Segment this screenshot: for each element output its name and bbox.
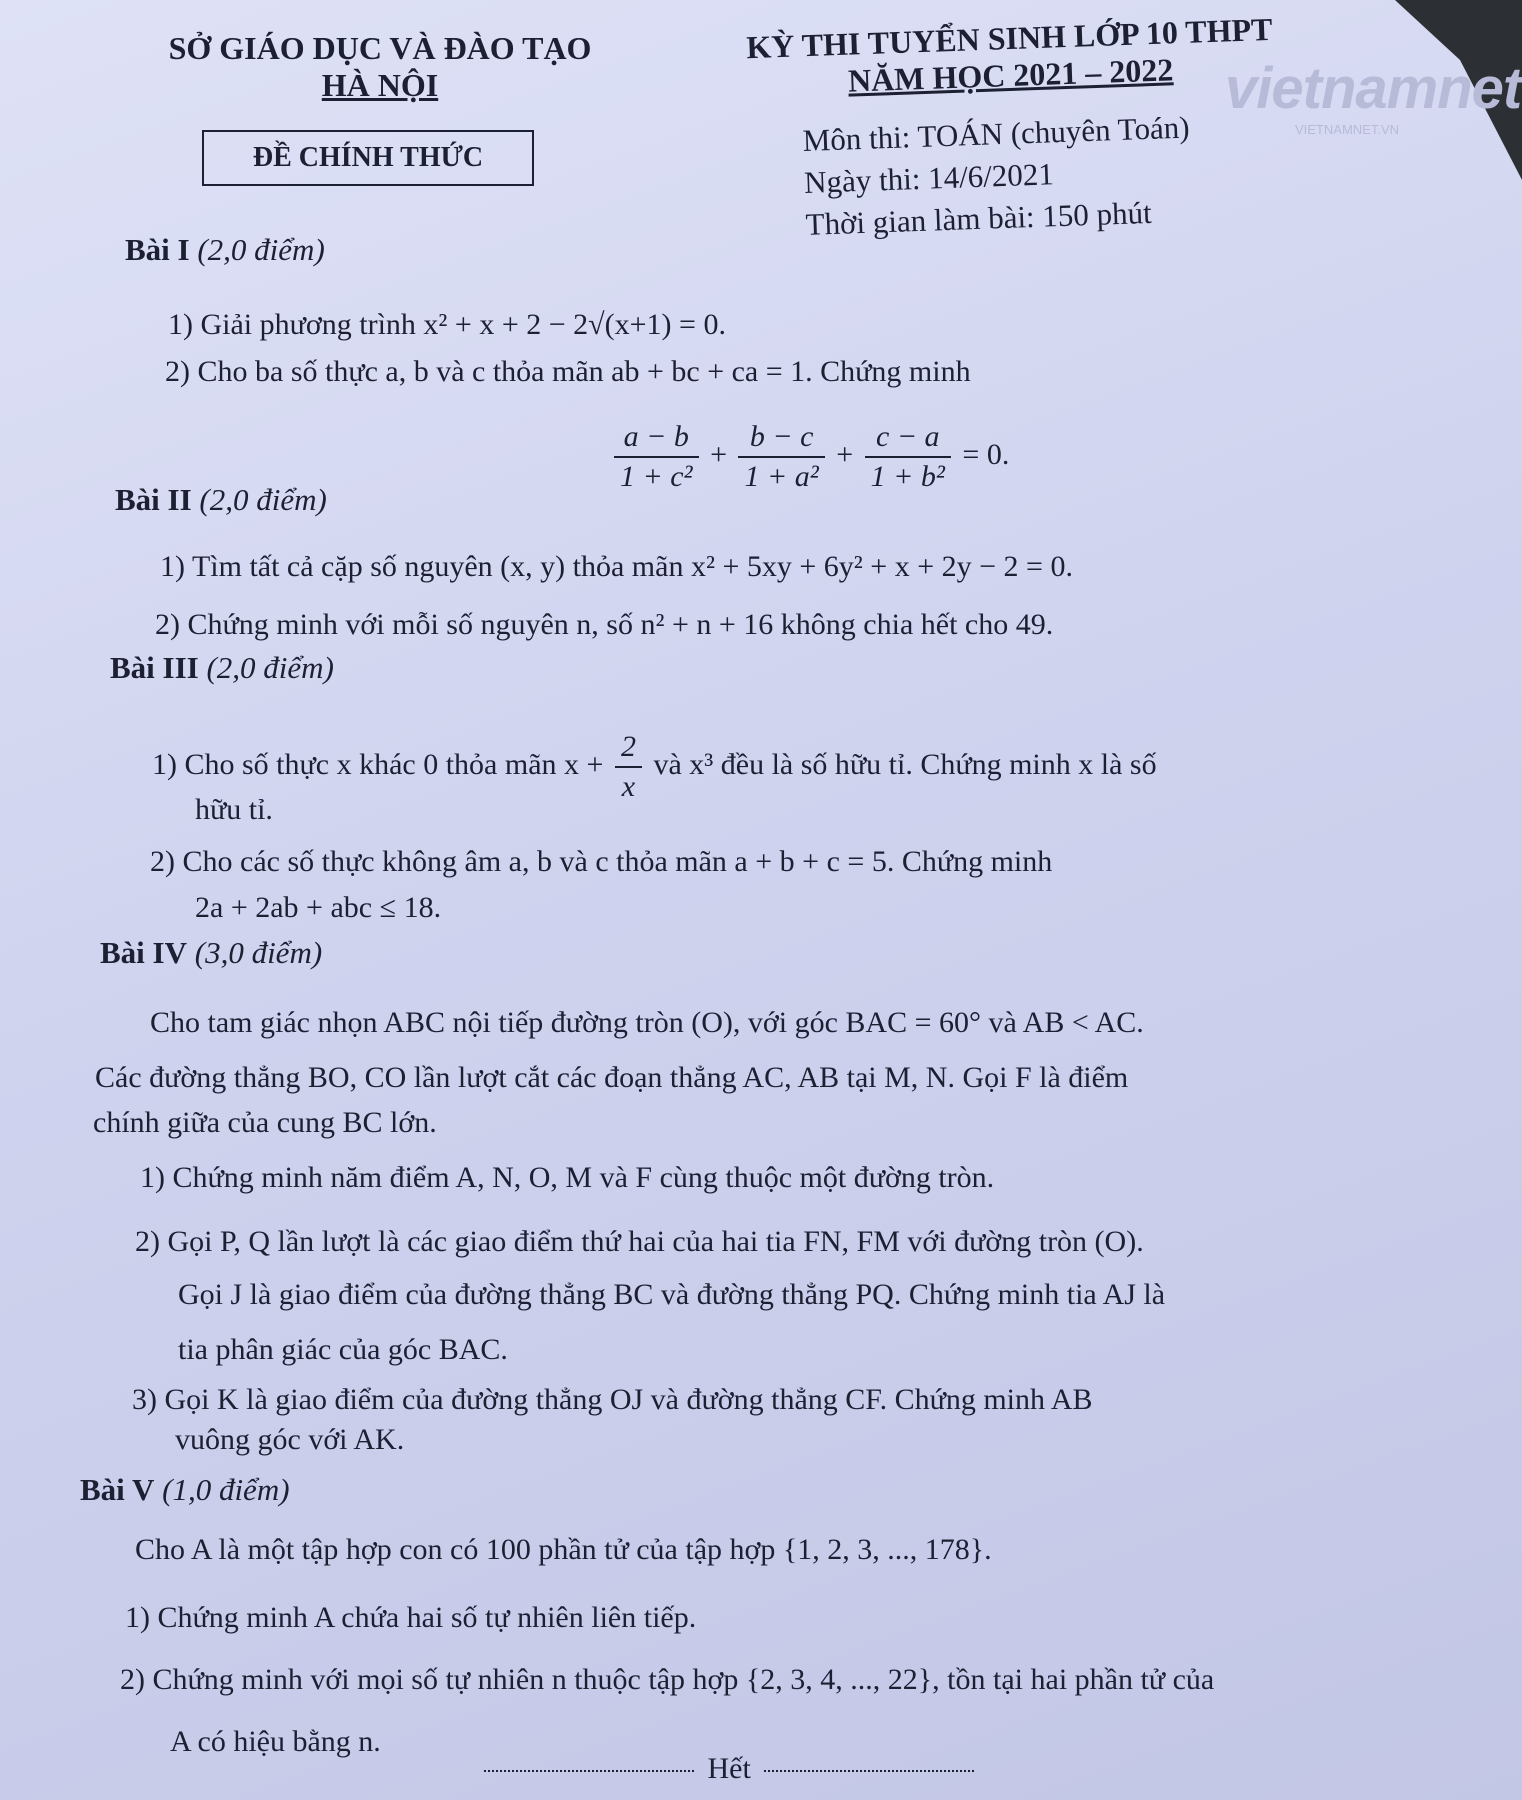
header-left bbox=[160, 30, 600, 104]
bai5-points: (1,0 điểm) bbox=[162, 1472, 290, 1507]
bai3-q1-b: và x³ đều là số hữu tỉ. Chứng minh x là số bbox=[653, 747, 1157, 781]
fraction-2-den: 1 + a² bbox=[744, 460, 819, 493]
bai1-q2: 2) Cho ba số thực a, b và c thỏa mãn ab + bc + ca = 1. Chứng minh bbox=[165, 355, 971, 388]
bai3-title: Bài III bbox=[110, 650, 199, 685]
bai1-points: (2,0 điểm) bbox=[197, 232, 325, 267]
dept-line2: HÀ NỘI bbox=[321, 67, 439, 103]
fraction-3-num: c − a bbox=[865, 418, 951, 458]
bai5-title: Bài V bbox=[80, 1472, 155, 1507]
bai4-q1: 1) Chứng minh năm điểm A, N, O, M và F cùng thuộc một đường tròn. bbox=[140, 1161, 995, 1194]
bai4-intro-1: Cho tam giác nhọn ABC nội tiếp đường tròn (O), với góc BAC = 60° và AB < AC. bbox=[150, 1006, 1144, 1039]
fraction-eq: = 0. bbox=[962, 437, 1010, 471]
end-text: Hết bbox=[707, 1752, 751, 1785]
school-year: NĂM HỌC 2021 – 2022 bbox=[847, 51, 1174, 99]
fraction-2 bbox=[738, 418, 824, 496]
bai3-q2-a: 2) Cho các số thực không âm a, b và c thỏa mãn a + b + c = 5. Chứng minh bbox=[150, 845, 1053, 878]
bai3-q2-b: 2a + 2ab + abc ≤ 18. bbox=[195, 891, 442, 924]
bai5-intro: Cho A là một tập hợp con có 100 phần tử của tập hợp {1, 2, 3, ..., 178}. bbox=[135, 1533, 992, 1566]
bai4-q2-a: 2) Gọi P, Q lần lượt là các giao điểm thứ hai của hai tia FN, FM với đường tròn (O). bbox=[135, 1225, 1144, 1258]
exam-meta bbox=[802, 106, 1193, 245]
exam-date: Ngày thi: 14/6/2021 bbox=[803, 156, 1055, 200]
official-label: ĐỀ CHÍNH THỨC bbox=[202, 130, 534, 186]
bai5-q1: 1) Chứng minh A chứa hai số tự nhiên liên tiếp. bbox=[125, 1601, 697, 1634]
bai1-q2-formula: $\frac{a - b}{\text{1 + c²}}$ + $\frac{b - c}{\text{1 + a²}}$ + $\frac{c - a}{\text{1 + b²}}$ = 0. bbox=[610, 418, 1009, 496]
bai4-title: Bài IV bbox=[100, 935, 187, 970]
bai3-q1-a: 1) Cho số thực x khác 0 thỏa mãn x + bbox=[152, 747, 604, 781]
fraction-2-num: b − c bbox=[738, 418, 824, 458]
fraction-3 bbox=[865, 418, 951, 496]
bai5-q2-a: 2) Chứng minh với mọi số tự nhiên n thuộc tập hợp {2, 3, 4, ..., 22}, tồn tại hai phần tử của bbox=[120, 1663, 1215, 1696]
bai2-title: Bài II bbox=[115, 482, 192, 517]
bai1-q1: 1) Giải phương trình x² + x + 2 − 2√(x+1) = 0. bbox=[168, 308, 726, 341]
bai4-q2-b: Gọi J là giao điểm của đường thẳng BC và đường thẳng PQ. Chứng minh tia AJ là bbox=[178, 1278, 1166, 1311]
watermark-logo: vietnamnet bbox=[1225, 56, 1522, 121]
bai4-q3-a: 3) Gọi K là giao điểm của đường thẳng OJ và đường thẳng CF. Chứng minh AB bbox=[132, 1383, 1093, 1416]
bai2-q1: 1) Tìm tất cả cặp số nguyên (x, y) thỏa mãn x² + 5xy + 6y² + x + 2y − 2 = 0. bbox=[160, 550, 1073, 583]
bai4-intro-2: Các đường thẳng BO, CO lần lượt cắt các đoạn thẳng AC, AB tại M, N. Gọi F là điểm bbox=[95, 1061, 1129, 1094]
dept-line1: SỞ GIÁO DỤC VÀ ĐÀO TẠO bbox=[168, 30, 592, 66]
watermark bbox=[1225, 55, 1521, 137]
subject: Môn thi: TOÁN (chuyên Toán) bbox=[802, 109, 1191, 158]
fraction-3-den: 1 + b² bbox=[870, 460, 945, 493]
bai4-points: (3,0 điểm) bbox=[194, 935, 323, 970]
bai3-points: (2,0 điểm) bbox=[206, 650, 334, 685]
bai5-q2-b: A có hiệu bằng n. bbox=[170, 1725, 381, 1758]
bai2-points: (2,0 điểm) bbox=[199, 482, 327, 517]
bai3-q1-fraction bbox=[615, 728, 642, 806]
duration: Thời gian làm bài: 150 phút bbox=[805, 194, 1153, 242]
fraction-1-den: 1 + c² bbox=[620, 460, 693, 493]
bai3-q1-c: hữu tỉ. bbox=[195, 793, 273, 826]
bai3-heading bbox=[110, 650, 334, 686]
bai4-heading bbox=[100, 935, 322, 971]
dots-right bbox=[764, 1770, 974, 1772]
fraction-1 bbox=[614, 418, 699, 496]
bai2-heading bbox=[115, 482, 327, 518]
bai4-q3-b: vuông góc với AK. bbox=[175, 1423, 405, 1456]
bai4-q2-c: tia phân giác của góc BAC. bbox=[178, 1333, 508, 1366]
fraction-1-num: a − b bbox=[614, 418, 699, 458]
bai1-title: Bài I bbox=[125, 232, 190, 267]
bai3-q1-frac-num: 2 bbox=[615, 728, 642, 768]
exam-title: KỲ THI TUYỂN SINH LỚP 10 THPT bbox=[745, 10, 1273, 66]
watermark-sub: VIETNAMNET.VN bbox=[1295, 122, 1400, 137]
bai1-heading bbox=[125, 232, 325, 268]
dots-left bbox=[484, 1770, 694, 1772]
bai4-intro-3: chính giữa của cung BC lớn. bbox=[93, 1106, 437, 1139]
bai3-q1-frac-den: x bbox=[621, 770, 636, 803]
bai5-heading bbox=[80, 1472, 290, 1508]
end-marker bbox=[478, 1752, 980, 1786]
bai2-q2: 2) Chứng minh với mỗi số nguyên n, số n² + n + 16 không chia hết cho 49. bbox=[155, 608, 1054, 641]
bai3-q1 bbox=[152, 728, 1382, 806]
